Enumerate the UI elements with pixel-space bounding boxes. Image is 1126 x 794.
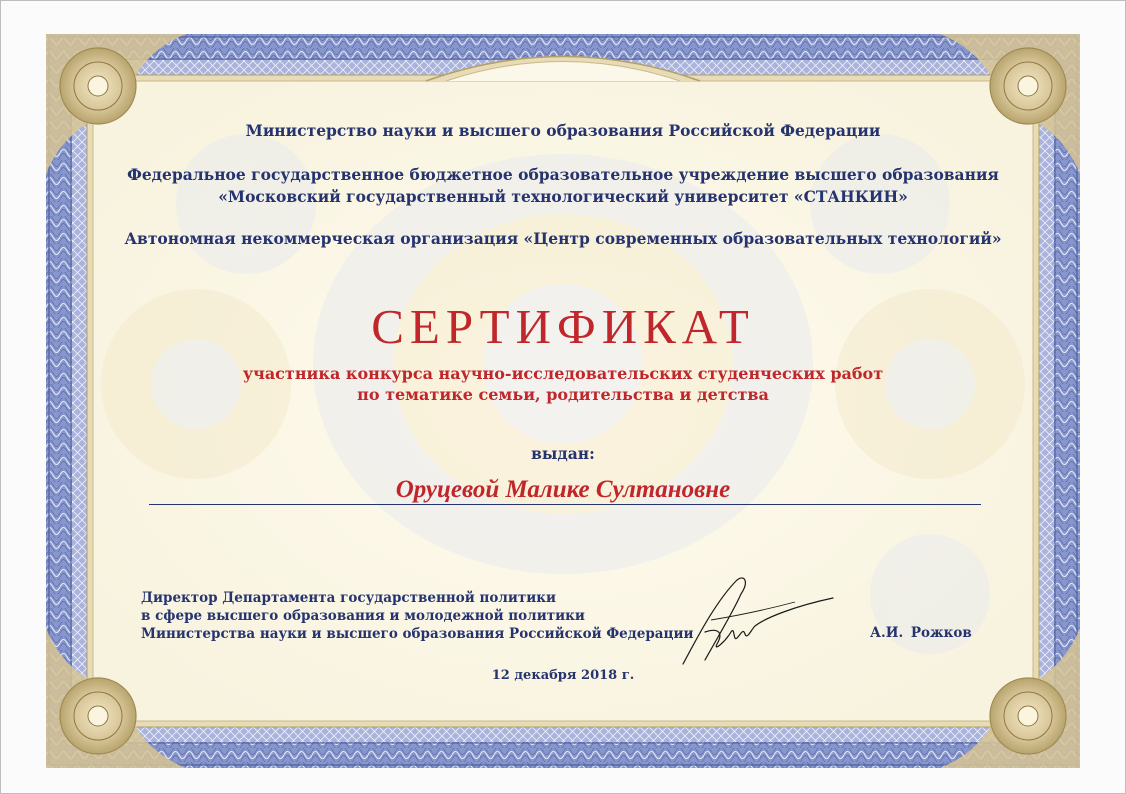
subtitle-line-2: по тематике семьи, родительства и детства bbox=[357, 385, 769, 404]
institution-line-2: «Московский государственный технологический университет «СТАНКИН» bbox=[218, 187, 908, 206]
director-title-line-2: в сфере высшего образования и молодежной политики bbox=[141, 608, 585, 624]
director-title-line-1: Директор Департамента государственной политики bbox=[141, 590, 556, 606]
organization-header: Автономная некоммерческая организация «Центр современных образовательных технологий» bbox=[124, 229, 1002, 248]
name-underline bbox=[149, 504, 981, 505]
issued-label: выдан: bbox=[531, 444, 595, 463]
ministry-header: Министерство науки и высшего образования Российской Федерации bbox=[245, 121, 881, 140]
issue-date: 12 декабря 2018 г. bbox=[491, 668, 635, 683]
signer-name: А.И. Рожков bbox=[870, 625, 972, 641]
subtitle-line-1: участника конкурса научно-исследовательских студенческих работ bbox=[242, 364, 884, 383]
institution-line-1: Федеральное государственное бюджетное образовательное учреждение высшего образования bbox=[127, 165, 999, 184]
handwritten-signature bbox=[675, 572, 840, 672]
recipient-name: Оруцевой Малике Султановне bbox=[395, 476, 731, 503]
director-title-line-3: Министерства науки и высшего образования Российской Федерации bbox=[141, 626, 694, 642]
certificate-title: СЕРТИФИКАТ bbox=[371, 299, 755, 354]
